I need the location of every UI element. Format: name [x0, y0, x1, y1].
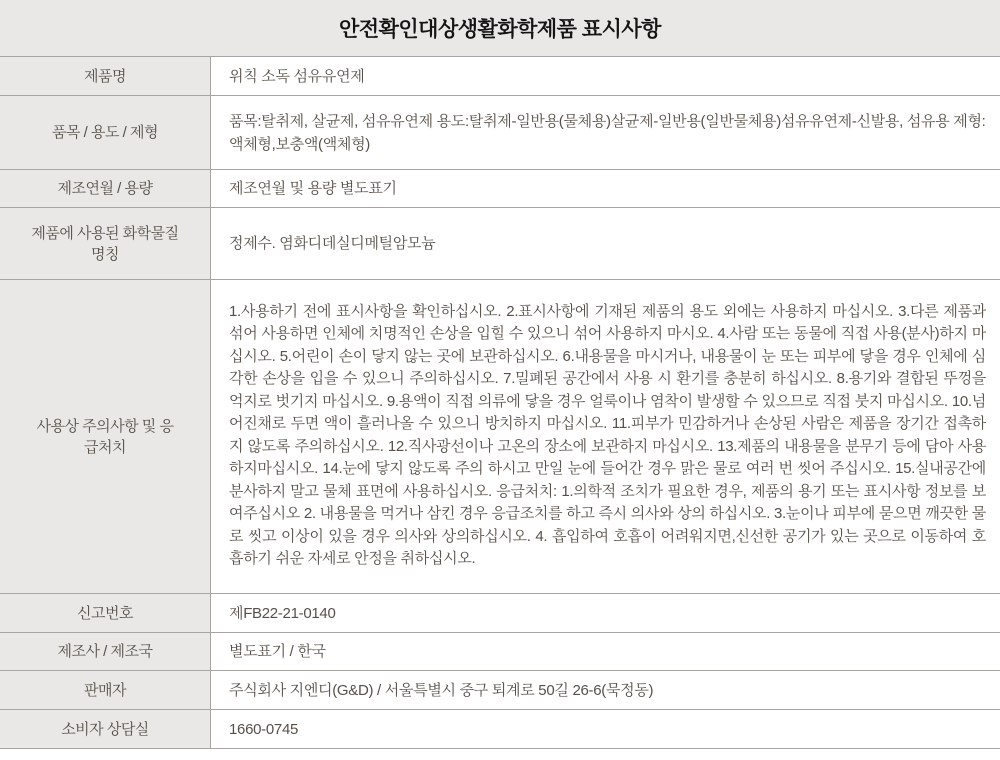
- row-product-name: [0, 57, 1000, 96]
- row-label: 제조사 / 제조국: [0, 633, 211, 670]
- row-label: 제품에 사용된 화학물질 명칭: [0, 208, 211, 279]
- row-value: 1660-0745: [211, 710, 1000, 748]
- row-consumer-hotline: [0, 710, 1000, 749]
- row-mfg-date-volume: [0, 170, 1000, 208]
- product-info-table: [0, 57, 1000, 749]
- row-precautions-first-aid: [0, 280, 1000, 594]
- row-value: 제조연월 및 용량 별도표기: [211, 170, 1000, 207]
- row-value: 별도표기 / 한국: [211, 633, 1000, 670]
- row-value: 1.사용하기 전에 표시사항을 확인하십시오. 2.표시사항에 기재된 제품의 용도 외에는 사용하지 마십시오. 3.다른 제품과 섞어 사용하면 인체에 치명적인 손상을 입힐 수 있으니 섞어 사용하지 마시오. 4.사람 또는 동물에 직접 사용(분사)하지 마십시오. 5.어린이 손이 닿지 않는 곳에 보관하십시오. 6.내용물을 마시거나, 내용물이 눈 또는 피부에 닿을 경우 인체에 심각한 손상을 입을 수 있으니 주의하십시오. 7.밀폐된 공간에서 사용 시 환기를 충분히 하십시오. 8.용기와 결합된 뚜껑을 억지로 벗기지 마십시오. 9.용액이 직접 의류에 닿을 경우 얼룩이나 염착이 발생할 수 있으므로 직접 붓지 마십시오. 10.넘어진채로 두면 액이 흘러나올 수 있으니 방치하지 마십시오. 11.피부가 민감하거나 손상된 사람은 제품을 장기간 접촉하지 않도록 주의하십시오. 12.직사광선이나 고온의 장소에 보관하지 마십시오. 13.제품의 내용물을 분무기 등에 담아 사용하지마십시오. 14.눈에 닿지 않도록 주의 하시고 만일 눈에 들어간 경우 맑은 물로 여러 번 씻어 주십시오. 15.실내공간에 분사하지 말고 물체 표면에 사용하십시오. 응급처치: 1.의학적 조치가 필요한 경우, 제품의 용기 또는 표시사항 정보를 보여주십시오 2. 내용물을 먹거나 삼킨 경우 응급조치를 하고 즉시 의사와 상의 하십시오. 3.눈이나 피부에 묻으면 깨끗한 물로 씻고 이상이 있을 경우 의사와 상의하십시오. 4. 흡입하여 호흡이 어려워지면,신선한 공기가 있는 곳으로 이동하여 호흡하기 쉬운 자세로 안정을 취하십시오.: [211, 280, 1000, 593]
- row-label: 제품명: [0, 57, 211, 95]
- row-label: 소비자 상담실: [0, 710, 211, 748]
- row-label: 신고번호: [0, 594, 211, 632]
- title-band: [0, 0, 1000, 57]
- row-value: 제FB22-21-0140: [211, 594, 1000, 632]
- row-value: 품목:탈취제, 살균제, 섬유유연제 용도:탈취제-일반용(물체용)살균제-일반용(일반물체용)섬유유연제-신발용, 섬유용 제형:액체형,보충액(액체형): [211, 96, 1000, 169]
- row-value: 정제수. 염화디데실디메틸암모늄: [211, 208, 1000, 279]
- row-seller: [0, 671, 1000, 710]
- row-label: 사용상 주의사항 및 응급처치: [0, 280, 211, 593]
- row-label: 판매자: [0, 671, 211, 709]
- page-title: 안전확인대상생활화학제품 표시사항: [339, 18, 661, 41]
- row-report-number: [0, 594, 1000, 633]
- row-item-use-form: [0, 96, 1000, 170]
- row-label: 품목 / 용도 / 제형: [0, 96, 211, 169]
- row-value: 주식회사 지엔디(G&D) / 서울특별시 중구 퇴계로 50길 26-6(묵정동): [211, 671, 1000, 709]
- row-manufacturer-country: [0, 633, 1000, 671]
- row-value: 위칙 소독 섬유유연제: [211, 57, 1000, 95]
- row-chemical-substances: [0, 208, 1000, 280]
- row-label: 제조연월 / 용량: [0, 170, 211, 207]
